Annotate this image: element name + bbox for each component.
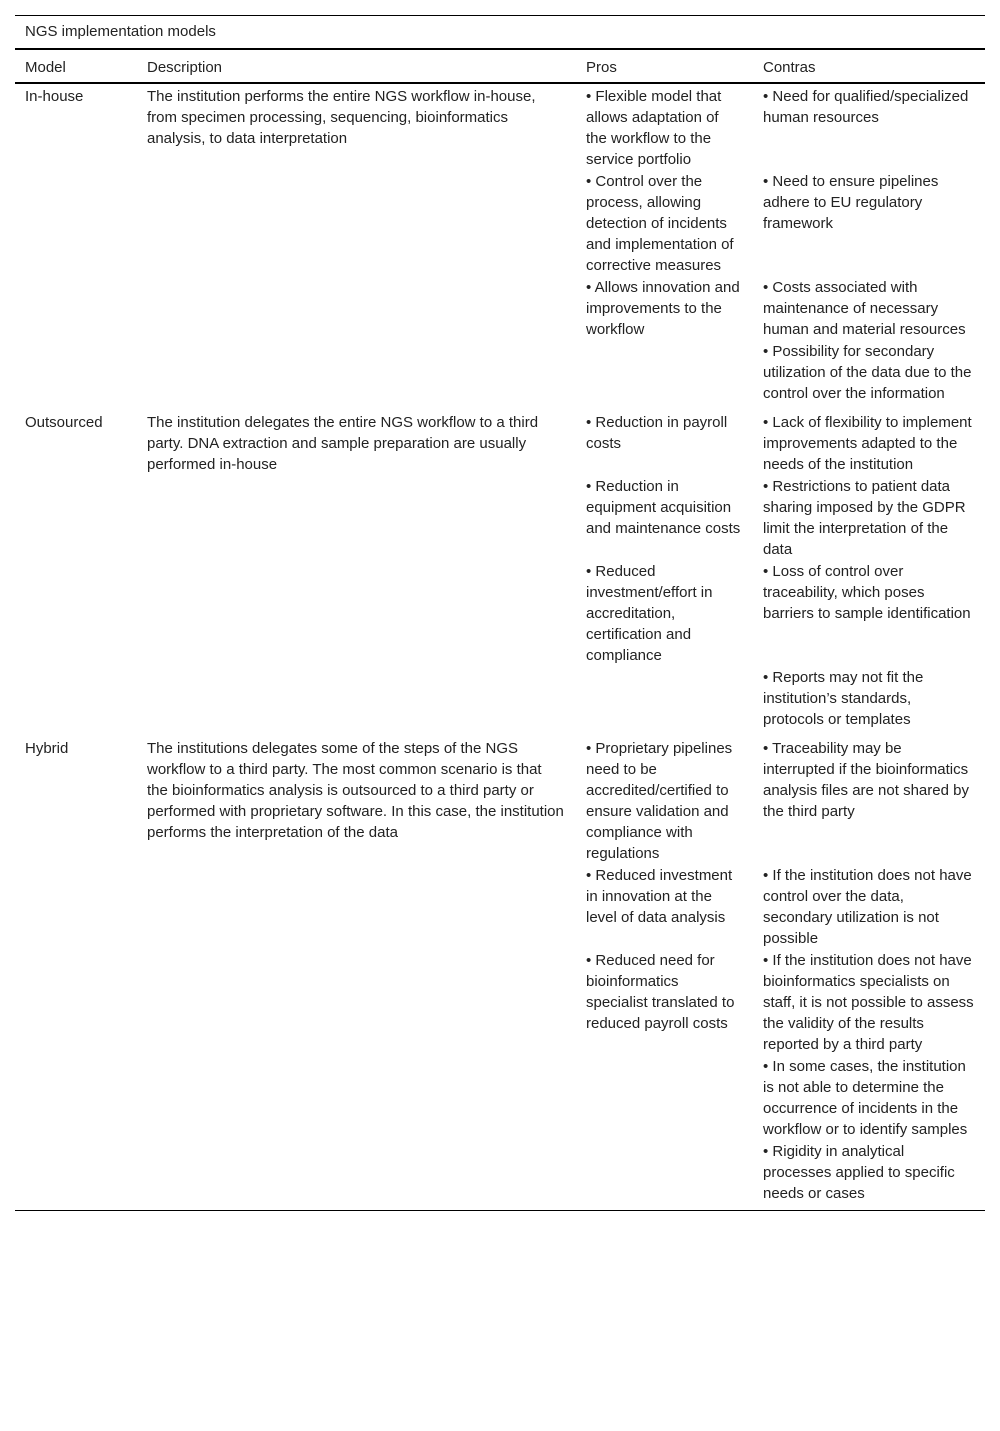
pros-cell: • Flexible model that allows adaptation of the workflow to the service portfolio: [586, 88, 722, 168]
pros-cell: • Allows innovation and improvements to the workflow: [586, 279, 740, 338]
bottom-rule: [15, 1210, 985, 1211]
table-row: [15, 83, 985, 171]
ngs-models-table-container: [15, 15, 985, 1211]
pros-cell: [576, 341, 753, 410]
table-row: [15, 736, 985, 865]
contras-cell: • In some cases, the institution is not able to determine the occurrence of incidents in the workflow or to identify samples: [763, 1058, 968, 1138]
header-pros: Pros: [586, 59, 617, 76]
contras-cell: • Need for qualified/specialized human resources: [763, 88, 969, 126]
contras-cell: • Loss of control over traceability, which poses barriers to sample identification: [763, 563, 971, 622]
pros-cell: • Reduction in payroll costs: [586, 414, 728, 452]
pros-cell: • Reduced need for bioinformatics specialist translated to reduced payroll costs: [586, 952, 735, 1032]
contras-cell: • Need to ensure pipelines adhere to EU regulatory framework: [763, 173, 939, 232]
contras-cell: • Possibility for secondary utilization of the data due to the control over the information: [763, 343, 972, 402]
contras-cell: • Lack of flexibility to implement improvements adapted to the needs of the institution: [763, 414, 972, 473]
pros-cell: • Reduced investment/effort in accreditation, certification and compliance: [586, 563, 713, 664]
contras-cell: • Reports may not fit the institution’s standards, protocols or templates: [763, 669, 924, 728]
pros-cell: • Control over the process, allowing detection of incidents and implementation of corrective measures: [586, 173, 734, 274]
description-cell: The institutions delegates some of the steps of the NGS workflow to a third party. The most common scenario is that the bioinformatics analysis is outsourced to a third party or performed with proprietary software. In this case, the institution performs the interpretation of the data: [147, 740, 564, 841]
ngs-models-table: [15, 50, 985, 1210]
header-description: Description: [147, 59, 223, 76]
header-row: [15, 50, 985, 83]
pros-cell: [576, 667, 753, 736]
contras-cell: • If the institution does not have control over the data, secondary utilization is not possible: [763, 867, 972, 947]
pros-cell: • Proprietary pipelines need to be accredited/certified to ensure validation and compliance with regulations: [586, 740, 733, 862]
pros-cell: • Reduction in equipment acquisition and maintenance costs: [586, 478, 741, 537]
header-model: Model: [25, 59, 66, 76]
contras-cell: • Costs associated with maintenance of necessary human and material resources: [763, 279, 966, 338]
table-row: [15, 410, 985, 476]
contras-cell: • Restrictions to patient data sharing imposed by the GDPR limit the interpretation of the data: [763, 478, 966, 558]
model-cell: Outsourced: [25, 414, 103, 431]
pros-cell: • Reduced investment in innovation at the level of data analysis: [586, 867, 733, 926]
contras-cell: • If the institution does not have bioinformatics specialists on staff, it is not possible to assess the validity of the results reported by a third party: [763, 952, 974, 1053]
table-body: [15, 83, 985, 1210]
contras-cell: • Traceability may be interrupted if the bioinformatics analysis files are not shared by the third party: [763, 740, 969, 820]
description-cell: The institution delegates the entire NGS workflow to a third party. DNA extraction and sample preparation are usually performed in-house: [147, 414, 539, 473]
description-cell: The institution performs the entire NGS workflow in-house, from specimen processing, sequencing, bioinformatics analysis, to data interpretation: [147, 88, 536, 147]
model-cell: In-house: [25, 88, 84, 105]
pros-cell: [576, 1056, 753, 1141]
contras-cell: • Rigidity in analytical processes applied to specific needs or cases: [763, 1143, 955, 1202]
model-cell: Hybrid: [25, 740, 69, 757]
header-contras: Contras: [763, 59, 816, 76]
pros-cell: [576, 1141, 753, 1210]
table-caption: NGS implementation models: [25, 23, 216, 40]
